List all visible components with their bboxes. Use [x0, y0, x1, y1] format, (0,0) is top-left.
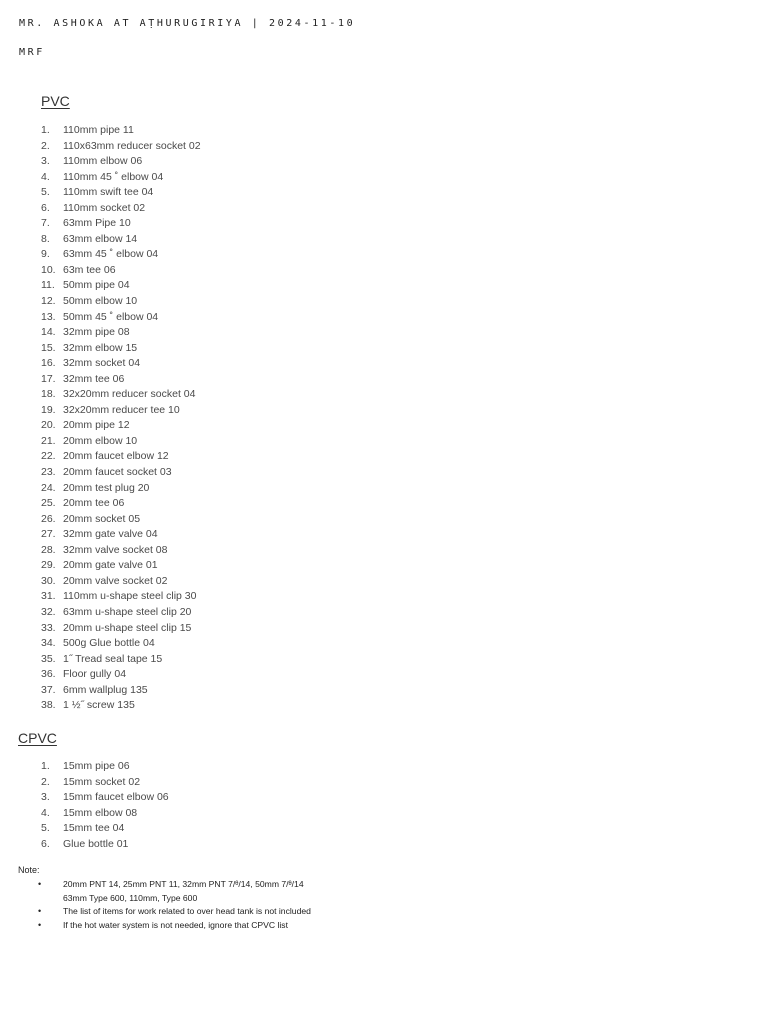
list-item-text: 63mm u-shape steel clip 20 [63, 605, 192, 618]
list-item-number: 34. [41, 637, 56, 650]
list-item-number: 1. [41, 760, 50, 772]
bullet-icon: • [38, 906, 42, 916]
header-subtitle: MRF [19, 47, 45, 58]
list-item-number: 4. [41, 170, 50, 183]
list-item-number: 18. [41, 388, 56, 401]
list-item-number: 17. [41, 372, 56, 385]
list-item-text: 110mm elbow 06 [63, 155, 143, 168]
list-item-text: 32mm valve socket 08 [63, 543, 168, 556]
list-item-text: 20mm test plug 20 [63, 481, 150, 494]
list-item-text: 50mm elbow 10 [63, 295, 138, 308]
list-item-number: 12. [41, 295, 56, 308]
list-item-number: 13. [41, 310, 56, 323]
list-item-number: 2. [41, 139, 50, 152]
list-item-text: 32mm elbow 15 [63, 341, 138, 354]
list-item-text: 32mm socket 04 [63, 357, 141, 370]
list-item-text: 63mm 45 ˚ elbow 04 [63, 248, 159, 261]
list-item-number: 27. [41, 528, 56, 541]
list-item-text: 6mm wallplug 135 [63, 683, 148, 696]
note-text: 63mm Type 600, 110mm, Type 600 [63, 892, 198, 903]
list-item-number: 19. [41, 403, 56, 416]
list-item-text: 20mm pipe 12 [63, 419, 130, 432]
note-text: 20mm PNT 14, 25mm PNT 11, 32mm PNT 7/ᶿ/14, 50mm 7/ᶿ/14 [63, 879, 304, 889]
note-text: If the hot water system is not needed, ignore that CPVC list [63, 919, 288, 930]
header-title: MR. ASHOKA AT AṬHURUGIRIYA | 2024-11-10 [19, 18, 356, 29]
list-item-number: 5. [41, 822, 50, 835]
list-item-number: 32. [41, 605, 56, 618]
list-item-number: 3. [41, 791, 50, 804]
list-item-text: 15mm faucet elbow 06 [63, 791, 169, 804]
list-item-text: 32mm pipe 08 [63, 326, 130, 339]
list-item-text: Floor gully 04 [63, 668, 127, 681]
list-item-number: 15. [41, 341, 56, 354]
list-item-number: 31. [41, 590, 56, 603]
list-item-number: 6. [41, 201, 50, 214]
list-item-text: 20mm gate valve 01 [63, 559, 158, 572]
list-item-number: 1. [41, 124, 50, 136]
list-item-text: 15mm tee 04 [63, 822, 125, 835]
cpvc-heading: CPVC [18, 730, 57, 746]
note-item [0, 905, 483, 919]
list-item-text: 20mm socket 05 [63, 512, 141, 525]
list-item-text: 20mm u-shape steel clip 15 [63, 621, 192, 634]
list-item-number: 2. [41, 775, 50, 788]
list-item-text: 50mm pipe 04 [63, 279, 130, 292]
bullet-icon: • [38, 879, 42, 889]
list-item-text: 1˝ Tread seal tape 15 [63, 652, 163, 665]
list-item-text: 20mm valve socket 02 [63, 574, 168, 587]
list-item-number: 24. [41, 481, 56, 494]
list-item-number: 5. [41, 186, 50, 199]
list-item-text: 50mm 45 ˚ elbow 04 [63, 310, 159, 323]
list-item-number: 29. [41, 559, 56, 572]
list-item-number: 33. [41, 621, 56, 634]
list-item-number: 20. [41, 419, 56, 432]
list-item-text: 20mm faucet elbow 12 [63, 450, 169, 463]
note-item [0, 919, 483, 933]
list-item-text: 32x20mm reducer tee 10 [63, 403, 180, 416]
list-item-number: 6. [41, 837, 50, 850]
list-item-text: 110mm swift tee 04 [63, 186, 154, 199]
list-item-text: 110x63mm reducer socket 02 [63, 139, 201, 152]
list-item-text: 20mm faucet socket 03 [63, 466, 172, 479]
list-item-number: 7. [41, 217, 50, 230]
list-item-text: 110mm 45 ˚ elbow 04 [63, 170, 164, 183]
list-item-number: 21. [41, 434, 56, 447]
list-item-text: Glue bottle 01 [63, 837, 129, 850]
list-item-number: 26. [41, 512, 56, 525]
list-item-text: 15mm socket 02 [63, 775, 141, 788]
list-item-text: 32mm tee 06 [63, 372, 125, 385]
list-item-text: 110mm u-shape steel clip 30 [63, 590, 197, 603]
list-item-text: 110mm socket 02 [63, 201, 146, 214]
list-item-text: 110mm pipe 11 [63, 124, 134, 136]
note-item [0, 878, 483, 905]
list-item-text: 15mm elbow 08 [63, 806, 138, 819]
list-item-number: 16. [41, 357, 56, 370]
list-item-number: 30. [41, 574, 56, 587]
pvc-heading: PVC [41, 93, 70, 109]
list-item-text: 32x20mm reducer socket 04 [63, 388, 196, 401]
list-item-number: 23. [41, 466, 56, 479]
list-item-number: 8. [41, 232, 50, 245]
list-item-number: 22. [41, 450, 56, 463]
list-item-text: 15mm pipe 06 [63, 760, 130, 772]
list-item-text: 32mm gate valve 04 [63, 528, 158, 541]
list-item-number: 37. [41, 683, 56, 696]
list-item-text: 20mm tee 06 [63, 497, 125, 510]
list-item-number: 4. [41, 806, 50, 819]
list-item-text: 1 ½˝ screw 135 [63, 699, 135, 712]
list-item-text: 63mm elbow 14 [63, 232, 138, 245]
list-item-number: 35. [41, 652, 56, 665]
list-item-number: 25. [41, 497, 56, 510]
list-item-number: 38. [41, 699, 56, 712]
note-text: The list of items for work related to over head tank is not included [63, 906, 311, 916]
notes-list [0, 878, 483, 932]
bullet-icon: • [38, 919, 42, 930]
list-item-text: 20mm elbow 10 [63, 434, 138, 447]
list-item-number: 3. [41, 155, 50, 168]
list-item-text: 63mm Pipe 10 [63, 217, 131, 230]
list-item-number: 28. [41, 543, 56, 556]
list-item-text: 63m tee 06 [63, 263, 116, 276]
list-item-number: 36. [41, 668, 56, 681]
list-item-number: 9. [41, 248, 50, 261]
list-item-number: 14. [41, 326, 56, 339]
note-label: Note: [18, 865, 40, 875]
list-item-text: 500g Glue bottle 04 [63, 637, 155, 650]
list-item-number: 11. [41, 279, 55, 292]
list-item-number: 10. [41, 263, 56, 276]
